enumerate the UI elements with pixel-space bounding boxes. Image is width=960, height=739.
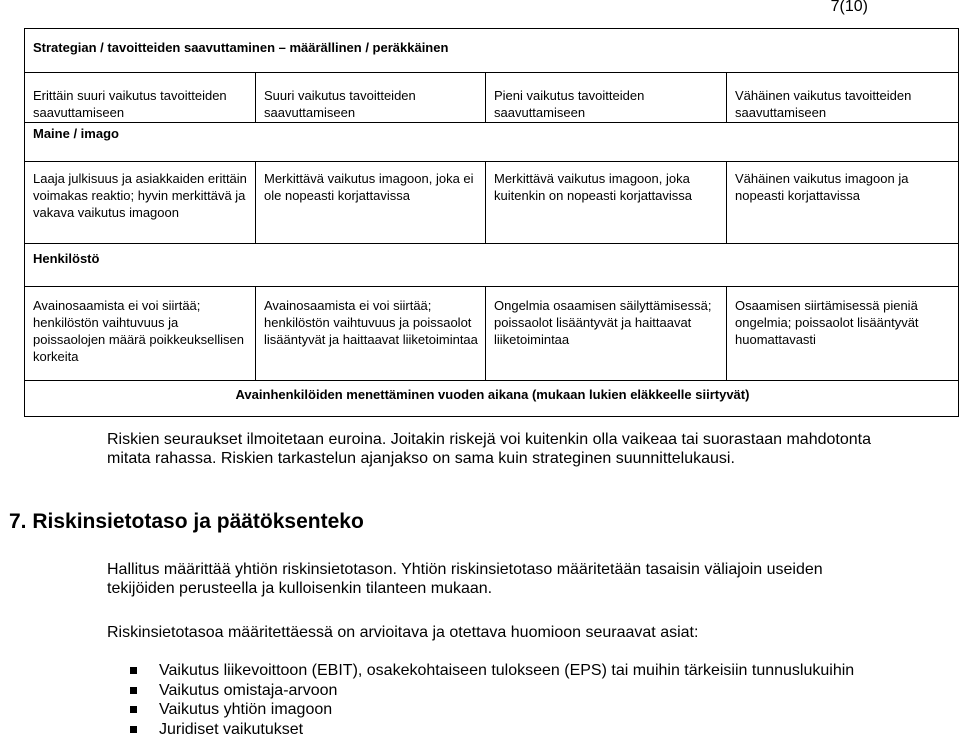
henkilosto-note: Avainhenkilöiden menettäminen vuoden aikana (mukaan lukien eläkkeelle siirtyvät): [25, 380, 959, 416]
header-small-impact: Pieni vaikutus tavoitteiden saavuttamiseen: [486, 73, 727, 123]
list-item-text: Juridiset vaikutukset: [159, 721, 303, 738]
table-title: Strategian / tavoitteiden saavuttaminen – määrällinen / peräkkäinen: [25, 29, 959, 73]
list-item-text: Vaikutus liikevoittoon (EBIT), osakekohtaiseen tulokseen (EPS) tai muihin tärkeisiin tunnuslukuihin: [159, 662, 854, 679]
list-item: [107, 661, 854, 681]
square-bullet-icon: [130, 667, 137, 674]
list-item: [107, 700, 854, 720]
henkilosto-cell: Osaamisen siirtämisessä pieniä ongelmia; poissaolot lisääntyvät huomattavasti: [727, 286, 959, 380]
list-item-text: Vaikutus yhtiön imagoon: [159, 701, 332, 718]
maine-cell: Laaja julkisuus ja asiakkaiden erittäin voimakas reaktio; hyvin merkittävä ja vakava vaikutus imagoon: [25, 161, 256, 243]
maine-cell: Merkittävä vaikutus imagoon, joka kuitenkin on nopeasti korjattavissa: [486, 161, 727, 243]
header-large-impact: Suuri vaikutus tavoitteiden saavuttamiseen: [256, 73, 486, 123]
list-item: [107, 681, 854, 701]
square-bullet-icon: [130, 726, 137, 733]
risk-impact-table: [24, 28, 959, 417]
paragraph-line: mitata rahassa. Riskien tarkastelun ajanjakso on sama kuin strateginen suunnittelukausi.: [107, 449, 947, 468]
paragraph-consequences: [107, 430, 947, 468]
paragraph-board: [107, 560, 947, 598]
section-label-maine: Maine / imago: [25, 122, 959, 161]
list-item-text: Vaikutus omistaja-arvoon: [159, 682, 337, 699]
header-minor-impact: Vähäinen vaikutus tavoitteiden saavuttamiseen: [727, 73, 959, 123]
square-bullet-icon: [130, 687, 137, 694]
maine-cell: Vähäinen vaikutus imagoon ja nopeasti korjattavissa: [727, 161, 959, 243]
paragraph-line: Hallitus määrittää yhtiön riskinsietotason. Yhtiön riskinsietotaso määritetään tasaisin väliajoin useiden: [107, 560, 947, 579]
list-item: [107, 720, 854, 739]
paragraph-line: tekijöiden perusteella ja kulloisenkin tilanteen mukaan.: [107, 579, 947, 598]
paragraph-criteria-intro: Riskinsietotasoa määritettäessä on arvioitava ja otettava huomioon seuraavat asiat:: [107, 623, 947, 642]
maine-cell: Merkittävä vaikutus imagoon, joka ei ole nopeasti korjattavissa: [256, 161, 486, 243]
henkilosto-cell: Avainosaamista ei voi siirtää; henkilöstön vaihtuvuus ja poissaolot lisääntyvät ja haittaavat liiketoimintaa: [256, 286, 486, 380]
page-number: 7(10): [831, 0, 868, 16]
section-label-henkilosto: Henkilöstö: [25, 243, 959, 286]
section-heading: 7. Riskinsietotaso ja päätöksenteko: [9, 510, 364, 534]
header-very-large-impact: Erittäin suuri vaikutus tavoitteiden saavuttamiseen: [25, 73, 256, 123]
criteria-list: [107, 661, 854, 739]
paragraph-line: Riskien seuraukset ilmoitetaan euroina. Joitakin riskejä voi kuitenkin olla vaikeaa tai suorastaan mahdotonta: [107, 430, 947, 449]
square-bullet-icon: [130, 706, 137, 713]
henkilosto-cell: Avainosaamista ei voi siirtää; henkilöstön vaihtuvuus ja poissaolojen määrä poikkeuksellisen korkeita: [25, 286, 256, 380]
henkilosto-cell: Ongelmia osaamisen säilyttämisessä; poissaolot lisääntyvät ja haittaavat liiketoimintaa: [486, 286, 727, 380]
